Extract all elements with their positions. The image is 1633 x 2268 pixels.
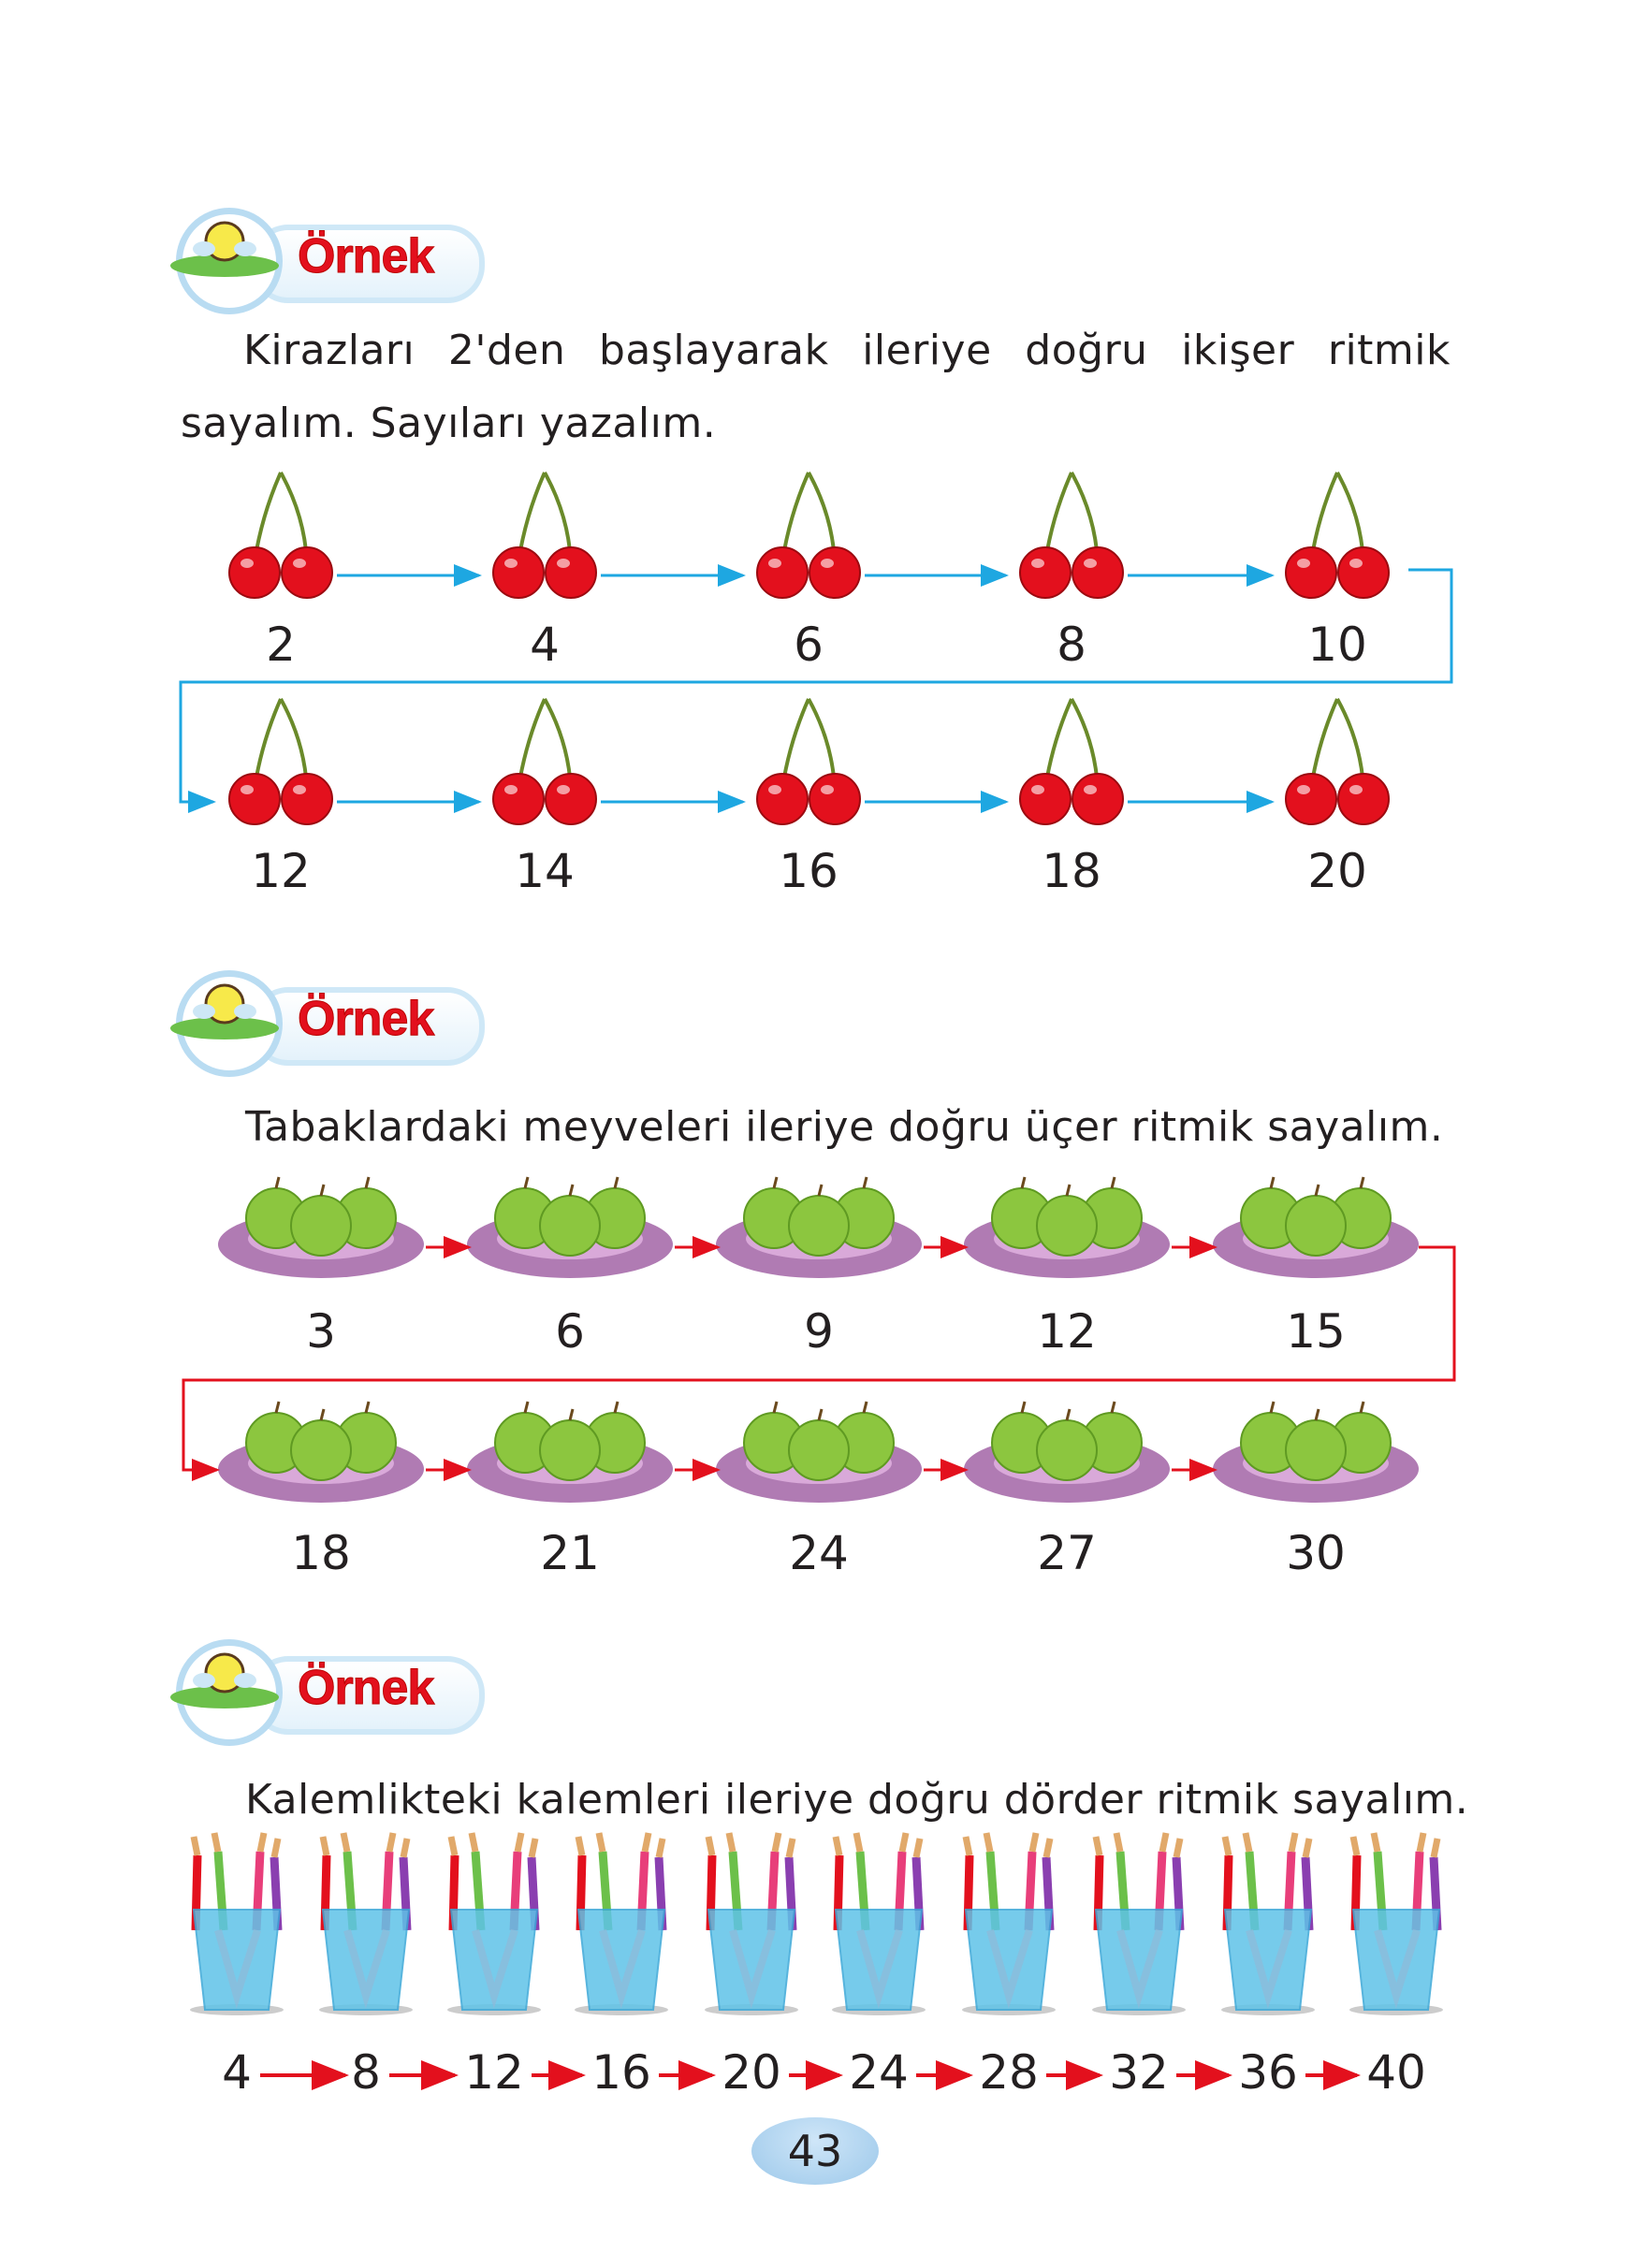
plate-count-number: 30 [1286, 1526, 1346, 1580]
example-badge-label: Örnek [298, 992, 434, 1046]
cherry-count-number: 4 [530, 618, 560, 672]
pencil-cup-icon [705, 1833, 798, 2015]
plate-of-apples-icon [716, 1177, 922, 1278]
cherry-icon [757, 472, 860, 598]
pencil-count-number: 40 [1366, 2045, 1426, 2100]
pencil-cup-icon [575, 1833, 668, 2015]
plate-of-apples-icon [1213, 1177, 1419, 1278]
cherry-icon [1020, 472, 1123, 598]
cherry-count-number: 20 [1307, 844, 1367, 898]
cherry-count-number: 10 [1307, 618, 1367, 672]
pencil-count-number: 32 [1109, 2045, 1169, 2100]
pencil-cup-icon [1221, 1833, 1315, 2015]
plate-count-number: 27 [1037, 1526, 1097, 1580]
pencil-count-number: 24 [849, 2045, 909, 2100]
plate-count-number: 12 [1037, 1304, 1097, 1359]
plate-of-apples-icon [964, 1402, 1170, 1503]
example-1-instruction-line1: Kirazları 2'den başlayarak ileriye doğru ikişer ritmik [243, 327, 1451, 374]
pencil-count-number: 20 [722, 2045, 781, 2100]
plate-count-number: 18 [291, 1526, 351, 1580]
pencil-cup-icon [832, 1833, 926, 2015]
plate-of-apples-icon [964, 1177, 1170, 1278]
plate-count-number: 9 [804, 1304, 834, 1359]
cherry-icon [229, 472, 332, 598]
pencil-cup-icon [447, 1833, 541, 2015]
pencil-cup-icon [190, 1833, 284, 2015]
example-1-instruction-line2: sayalım. Sayıları yazalım. [181, 400, 717, 447]
cherry-count-number: 6 [794, 618, 824, 672]
cherry-count-number: 16 [779, 844, 838, 898]
pencil-count-number: 12 [464, 2045, 524, 2100]
pencil-cup-icon [319, 1833, 413, 2015]
plate-of-apples-icon [218, 1402, 424, 1503]
cherry-icon [1020, 699, 1123, 824]
cherry-count-number: 8 [1057, 618, 1086, 672]
example-2-instruction: Tabaklardaki meyveleri ileriye doğru üçer ritmik sayalım. [245, 1103, 1444, 1151]
plate-of-apples-icon [218, 1177, 424, 1278]
example-3-instruction: Kalemlikteki kalemleri ileriye doğru dörder ritmik sayalım. [245, 1776, 1469, 1824]
pencil-cup-icon [1349, 1833, 1443, 2015]
plate-count-number: 24 [789, 1526, 849, 1580]
cherry-count-number: 12 [251, 844, 311, 898]
plate-count-number: 21 [540, 1526, 600, 1580]
pencil-count-number: 16 [591, 2045, 651, 2100]
example-badge-label: Örnek [298, 1661, 434, 1715]
plate-of-apples-icon [716, 1402, 922, 1503]
plate-of-apples-icon [467, 1402, 673, 1503]
page-number: 43 [751, 2117, 879, 2185]
row-connector-arrow [181, 570, 1451, 802]
pencil-count-number: 28 [979, 2045, 1039, 2100]
pencil-cup-icon [962, 1833, 1056, 2015]
pencil-count-number: 4 [222, 2045, 252, 2100]
plate-of-apples-icon [1213, 1402, 1419, 1503]
cherry-icon [1286, 472, 1389, 598]
pencil-count-number: 8 [351, 2045, 381, 2100]
pencil-count-number: 36 [1238, 2045, 1298, 2100]
pencil-cup-icon [1092, 1833, 1186, 2015]
cherry-icon [1286, 699, 1389, 824]
plate-count-number: 6 [555, 1304, 585, 1359]
plate-of-apples-icon [467, 1177, 673, 1278]
cherry-count-number: 2 [266, 618, 296, 672]
cherry-icon [757, 699, 860, 824]
cherry-icon [493, 472, 596, 598]
cherry-count-number: 18 [1042, 844, 1101, 898]
cherry-icon [229, 699, 332, 824]
plate-count-number: 3 [306, 1304, 336, 1359]
example-badge-label: Örnek [298, 229, 434, 284]
cherry-icon [493, 699, 596, 824]
cherry-count-number: 14 [515, 844, 575, 898]
plate-count-number: 15 [1286, 1304, 1346, 1359]
